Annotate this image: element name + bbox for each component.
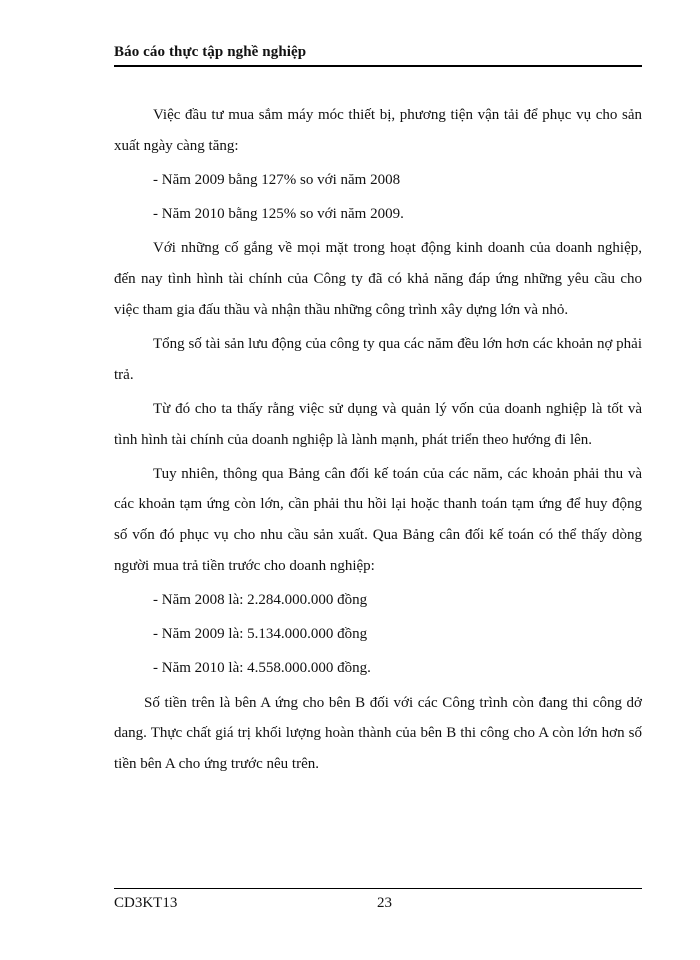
paragraph-receivables: Tuy nhiên, thông qua Bảng cân đối kế toán của các năm, các khoản phải thu và các khoản tạm ứng còn lớn, cần phải thu hồi lại hoặc thanh toán tạm ứng để huy động số vốn đó phục vụ cho nhu cầu sản xuất. Qua Bảng cân đối kế toán có thể thấy dòng người mua trả tiền trước cho doanh nghiệp: [114,465,642,574]
list-item: - Năm 2010 là: 4.558.000.000 đồng. [153,660,371,677]
page-header [114,44,642,61]
paragraph-capital-use: Từ đó cho ta thấy rằng việc sử dụng và quản lý vốn của doanh nghiệp là tốt và tình hình tài chính của doanh nghiệp là lành mạnh, phát triển theo hướng đi lên. [114,400,642,448]
footer-rule [114,888,642,889]
list-item: - Năm 2009 bằng 127% so với năm 2008 [153,171,401,188]
page-footer [114,888,642,911]
list-item: - Năm 2008 là: 2.284.000.000 đồng [153,592,368,609]
page-number: 23 [377,895,392,911]
document-body [114,100,642,783]
header-title: Báo cáo thực tập nghề nghiệp [114,44,307,60]
paragraph-current-assets: Tổng số tài sản lưu động của công ty qua các năm đều lớn hơn các khoản nợ phải trả. [114,335,642,383]
paragraph-advance: Số tiền trên là bên A ứng cho bên B đối với các Công trình còn đang thi công dở dang. Thực chất giá trị khối lượng hoàn thành của bên B thi công cho A còn lớn hơn số tiền bên A cho ứng trước nêu trên. [114,694,642,773]
footer-class-code: CD3KT13 [114,895,178,911]
header-rule [114,65,642,67]
paragraph-investment: Việc đầu tư mua sắm máy móc thiết bị, phương tiện vận tải để phục vụ cho sản xuất ngày càng tăng: [114,107,642,154]
paragraph-efforts: Với những cố gắng về mọi mặt trong hoạt động kinh doanh của doanh nghiệp, đến nay tình hình tài chính của Công ty đã có khả năng đáp ứng những yêu cầu cho việc tham gia đấu thầu và nhận thầu những công trình xây dựng lớn và nhỏ. [114,240,642,318]
list-item: - Năm 2009 là: 5.134.000.000 đồng [153,626,368,643]
list-item: - Năm 2010 bằng 125% so với năm 2009. [153,206,404,223]
